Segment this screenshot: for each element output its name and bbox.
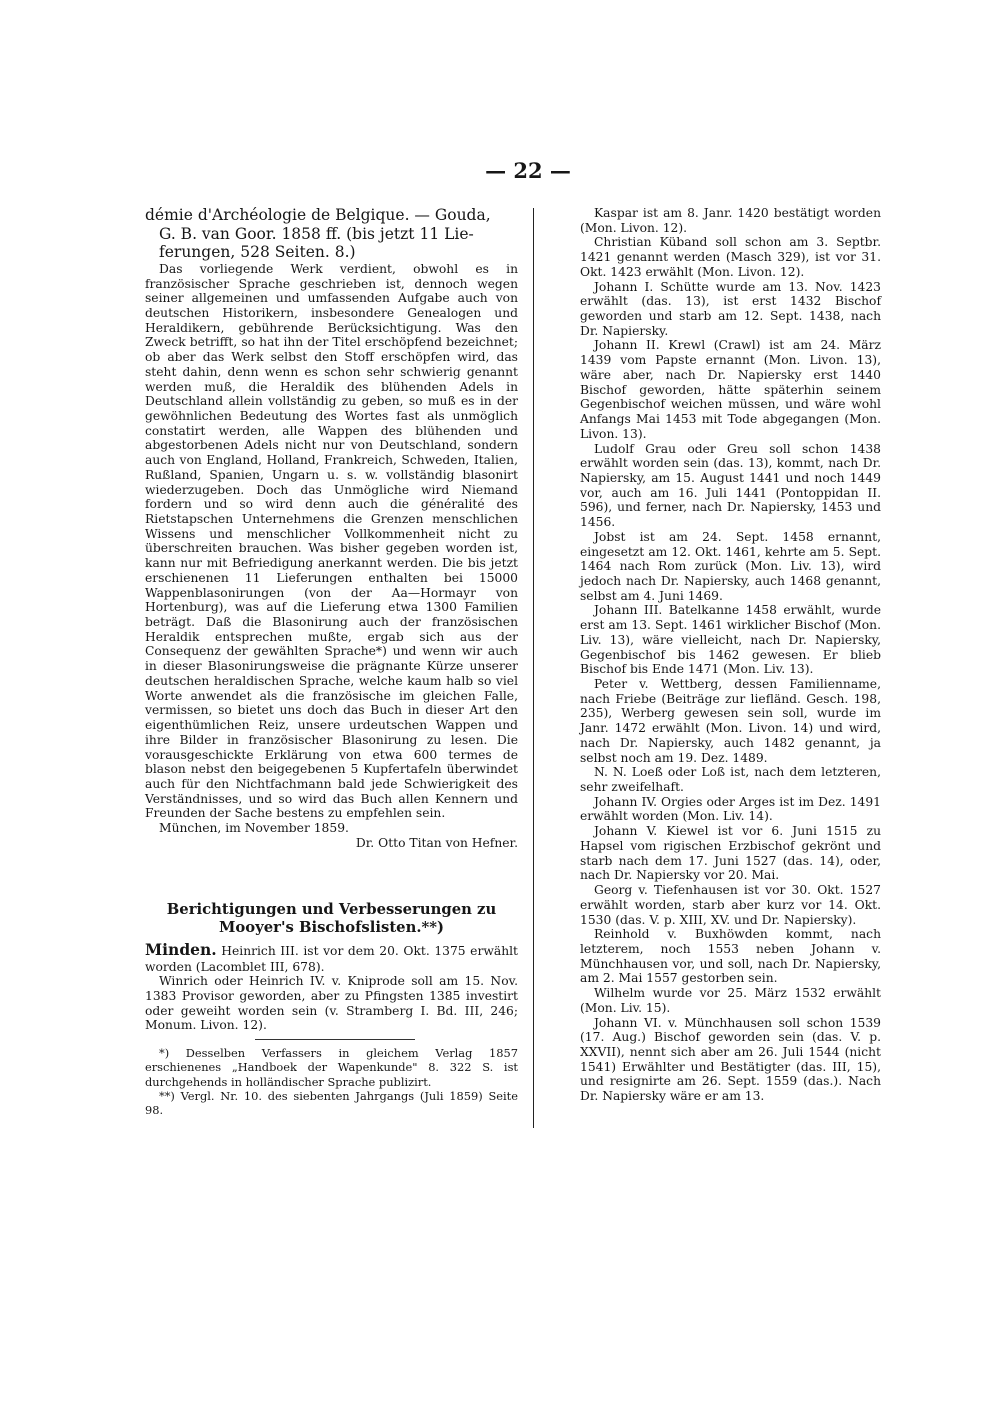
bishop-entry: Johann V. Kiewel ist vor 6. Juni 1515 zu Hapsel vom rigischen Erzbischof gekrönt und starb nach dem 17. Juni 1527 (das. 14), oder, nach Dr. Napiersky vor 20. Mai.: [580, 824, 881, 883]
bishop-entry: Georg v. Tiefenhausen ist vor 30. Okt. 1527 erwählt worden, starb aber kurz vor 14. Okt. 1530 (das. V. p. XIII, XV. und Dr. Napiersky).: [580, 883, 881, 927]
bishop-entry: Johann I. Schütte wurde am 13. Nov. 1423 erwählt (das. 13), ist erst 1432 Bischof geworden und starb am 12. Sept. 1438, nach Dr. Napiersky.: [580, 279, 881, 338]
bishop-entry: Johann IV. Orgies oder Arges ist im Dez. 1491 erwählt worden (Mon. Liv. 14).: [580, 794, 881, 824]
bishop-entry: Johann II. Krewl (Crawl) ist am 24. März 1439 vom Papste ernannt (Mon. Livon. 13), wäre aber, nach Dr. Napiersky erst 1440 Bischof geworden, hätte späterhin seinem Gegenbischof weichen müssen, und wäre wohl Anfangs Mai 1453 mit Tode abgegangen (Mon. Livon. 13).: [580, 338, 881, 441]
left-column: [145, 206, 518, 1118]
bibliography-entry: [145, 206, 518, 262]
bishop-entry: Christian Küband soll schon am 3. Septbr. 1421 genannt werden (Masch 329), ist vor 31. Okt. 1423 erwählt (Mon. Livon. 12).: [580, 235, 881, 279]
dateline: München, im November 1859.: [159, 821, 349, 836]
bishop-entry: Reinhold v. Buxhöwden kommt, nach letzterem, noch 1553 neben Johann v. Münchhausen vor, und soll, nach Dr. Napiersky, am 2. Mai 1557 gestorben sein.: [580, 927, 881, 986]
minden-text: Heinrich III. ist vor dem 20. Okt. 1375 erwählt worden (Lacomblet III, 678).: [145, 943, 518, 974]
minden-label: Minden.: [145, 939, 217, 959]
bibliography-line: démie d'Archéologie de Belgique. — Gouda,: [145, 206, 491, 224]
column-divider: [533, 208, 534, 1128]
bibliography-line: ferungen, 528 Seiten. 8.): [159, 243, 356, 262]
section-title-line: Mooyer's Bischofslisten.**): [219, 918, 444, 936]
page-number: — 22 —: [485, 158, 571, 183]
bishop-entry: Johann VI. v. Münchhausen soll schon 1539 (17. Aug.) Bischof geworden sein (das. V. p. XXVII), nennt sich aber am 26. Juli 1544 (nicht 1541) Erwählter und Bestätigter (das. III, 15), und resignirte am 26. Sept. 1559 (das.). Nach Dr. Napiersky wäre er am 13.: [580, 1015, 881, 1104]
bishop-entry: Wilhelm wurde vor 25. März 1532 erwählt (Mon. Liv. 15).: [580, 986, 881, 1015]
minden-entry: [145, 941, 518, 974]
bishop-entry: N. N. Loeß oder Loß ist, nach dem letzteren, sehr zweifelhaft.: [580, 765, 881, 795]
signature: Dr. Otto Titan von Hefner.: [355, 835, 518, 850]
footnote-rule: [255, 1039, 415, 1040]
review-paragraph: Das vorliegende Werk verdient, obwohl es in französischer Sprache geschrieben ist, dennoch wegen seiner allgemeinen und umfassenden Aufgabe auch von deutschen Historikern, insbesondere Genealogen und Heraldikern, gebührende Berücksichtigung. Was den Zweck betrifft, so hat ihn der Titel erschöpfend bezeichnet; ob aber das Werk selbst den Stoff erschöpfen wird, das steht dahin, denn wenn es schon sehr schwierig genannt werden muß, die Heraldik des blühenden Adels in Deutschland allein vollständig zu geben, so muß es in der gewöhnlichen Bedeutung des Wortes fast als unmöglich constatirt werden, alle Wappen des blühenden und abgestorbenen Adels nicht nur von Deutschland, sondern auch von England, Holland, Frankreich, Schweden, Italien, Rußland, Spanien, Ungarn u. s. w. vollständig blasonirt wiederzugeben. Doch das Unmögliche wird Niemand fordern und so wird denn auch die généralité des Rietstapschen Unternehmens die Grenzen menschlichen Wissens und menschlicher Vollkommenheit nicht zu überschreiten brauchen. Was bisher gegeben worden ist, kann nur mit Befriedigung anerkannt werden. Die bis jetzt erschienenen 11 Lieferungen enthalten bei 15000 Wappenblasonirungen (von der Aa—Hormayr von Hortenburg), was auf die Lieferung etwa 1300 Familien beträgt. Daß die Blasonirung auch der französischen Heraldik entsprechen mußte, ergab sich aus der Consequenz der gewählten Sprache*) und wenn wir auch in dieser Blasonirungsweise die prägnante Kürze unserer deutschen heraldischen Sprache, welche kaum halb so viel Worte anwendet als die französische im gleichen Falle, vermissen, so bietet uns doch das Buch in dieser Art den eigenthümlichen Reiz, unsere urdeutschen Wappen und ihre Bilder in französischer Blasonirung zu lesen. Die vorausgeschickte Erklärung von etwa 600 termes de blason nebst den beigegebenen 5 Kupfertafeln überwindet auch für den Nichtfachmann bald jede Schwierigkeit des Verständnisses, und so wird das Buch allen Kennern und Freunden der Sache bestens zu empfehlen sein.: [145, 261, 518, 821]
bibliography-line: G. B. van Goor. 1858 ff. (bis jetzt 11 Lie-: [159, 224, 474, 243]
section-title: [145, 901, 518, 937]
bishop-entry: Ludolf Grau oder Greu soll schon 1438 erwählt worden sein (das. 13), kommt, nach Dr. Napiersky, am 15. August 1441 und noch 1449 vor, auch am 16. Juli 1441 (Pontoppidan II. 596), und ferner, nach Dr. Napiersky, 1453 und 1456.: [580, 441, 881, 530]
minden-text: Winrich oder Heinrich IV. v. Kniprode soll am 15. Nov. 1383 Provisor geworden, aber zu Pfingsten 1385 investirt oder geweiht worden sein (v. Stramberg I. Bd. III, 246; Monum. Livon. 12).: [145, 974, 518, 1033]
bishop-entry: Kaspar ist am 8. Janr. 1420 bestätigt worden (Mon. Livon. 12).: [580, 206, 881, 235]
footnote: **) Vergl. Nr. 10. des siebenten Jahrgangs (Juli 1859) Seite 98.: [145, 1089, 518, 1118]
footnote: *) Desselben Verfassers in gleichem Verlag 1857 erschienenes „Handboek der Wapenkunde" 8. 322 S. ist durchgehends in holländischer Sprache publizirt.: [145, 1046, 518, 1089]
bishop-entry: Johann III. Batelkanne 1458 erwählt, wurde erst am 13. Sept. 1461 wirklicher Bischof (Mon. Liv. 13), wäre vielleicht, nach Dr. Napiersky, Gegenbischof bis 1462 gewesen. Er blieb Bischof bis Ende 1471 (Mon. Liv. 13).: [580, 603, 881, 677]
bishop-entry: Jobst ist am 24. Sept. 1458 ernannt, eingesetzt am 12. Okt. 1461, kehrte am 5. Sept. 1464 nach Rom zurück (Mon. Liv. 13), wird jedoch nach Dr. Napiersky, auch 1468 genannt, selbst am 4. Juni 1469.: [580, 529, 881, 603]
bishop-entry: Peter v. Wettberg, dessen Familienname, nach Friebe (Beiträge zur liefländ. Gesch. 198, 235), Werberg gewesen sein soll, wurde im Janr. 1472 erwählt (Mon. Livon. 14) und wird, nach Dr. Napiersky, auch 1482 genannt, ja selbst noch am 19. Dez. 1489.: [580, 677, 881, 765]
right-column: [580, 206, 881, 1104]
section-title-line: Berichtigungen und Verbesserungen zu: [166, 900, 497, 918]
